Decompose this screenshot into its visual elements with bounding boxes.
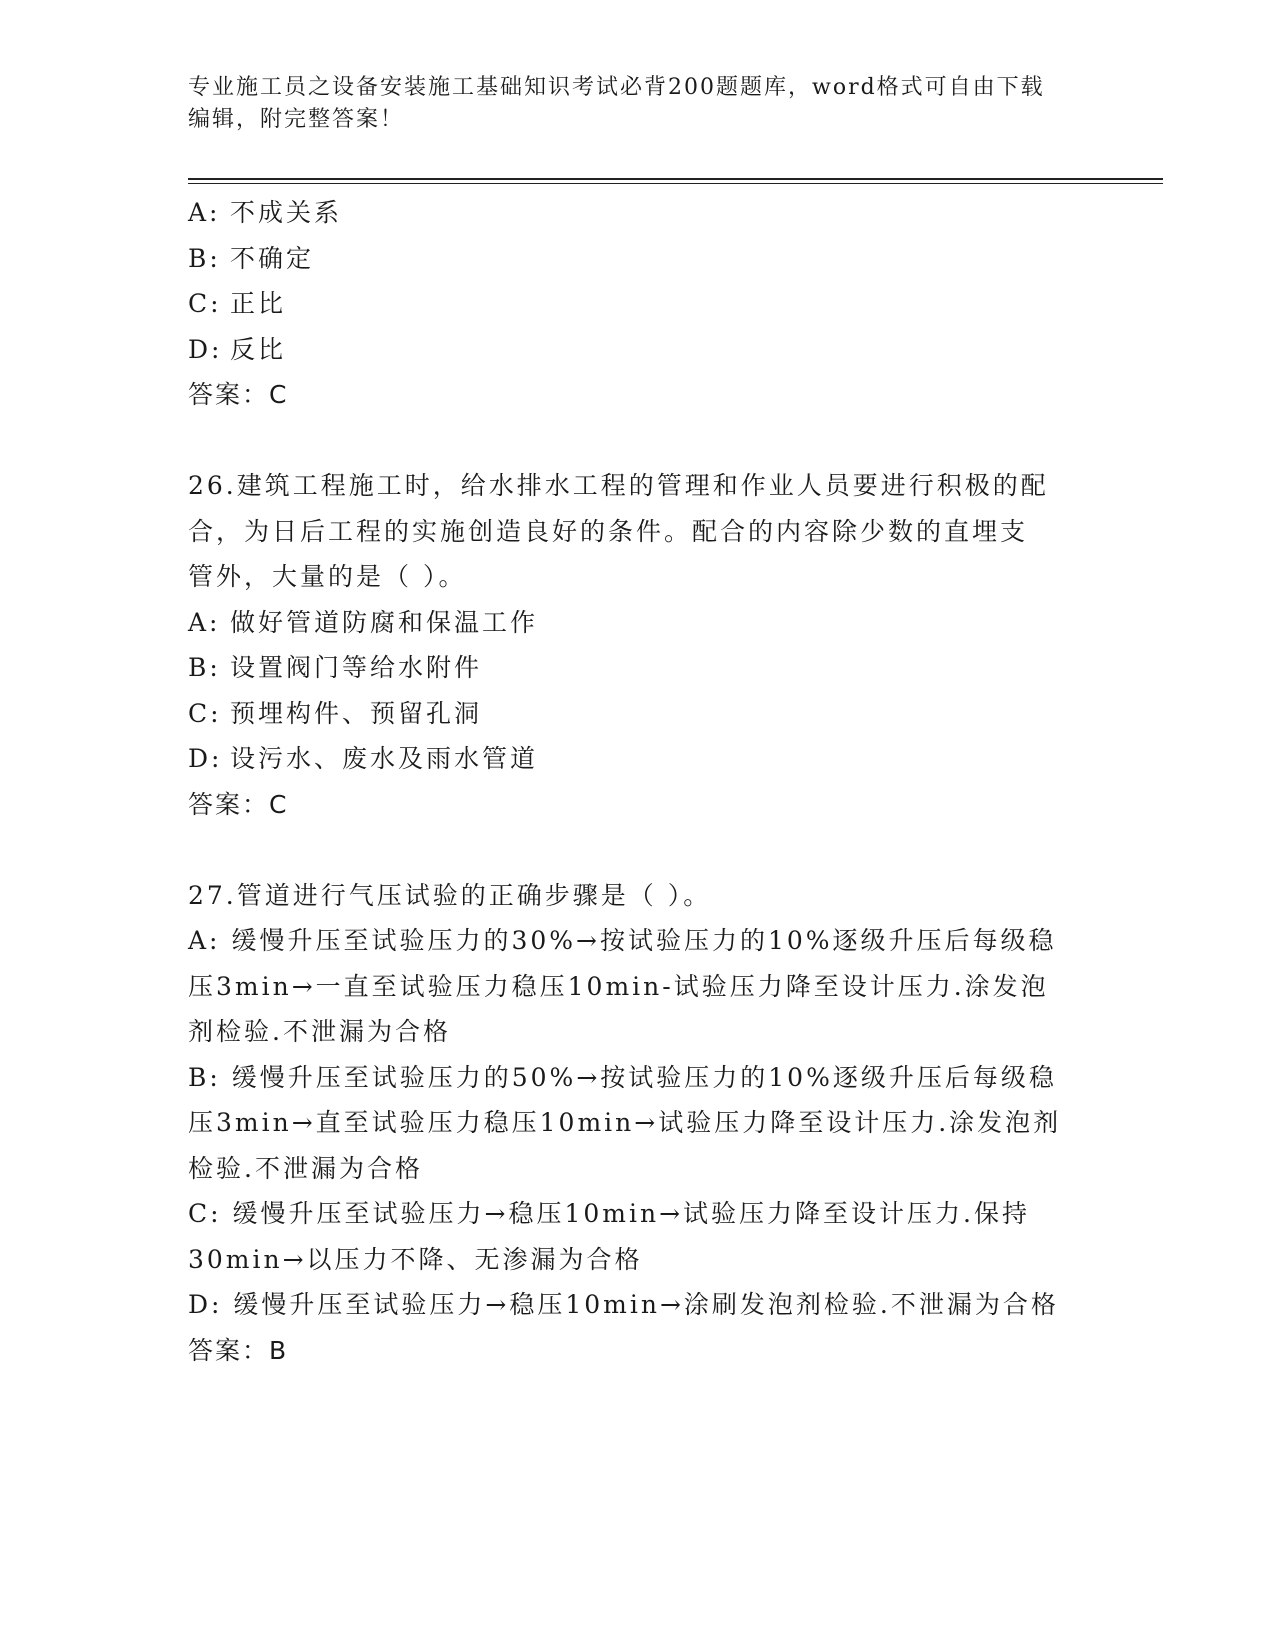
option-letter: A: bbox=[188, 198, 221, 227]
q26-option-c bbox=[188, 691, 1088, 737]
header-line-1: 专业施工员之设备安装施工基础知识考试必背200题题库，word格式可自由下载 bbox=[188, 75, 1045, 100]
option-text: 缓慢升压至试验压力的30%→按试验压力的10%逐级升压后每级稳 bbox=[231, 926, 1057, 955]
q26-answer: 答案：C bbox=[188, 789, 289, 819]
document-body bbox=[188, 190, 1088, 1373]
option-letter: C: bbox=[188, 289, 222, 318]
option-letter: D: bbox=[188, 334, 223, 364]
q27-answer: 答案：B bbox=[188, 1335, 289, 1365]
q27-option-d-line-1 bbox=[188, 1282, 1088, 1328]
spacer bbox=[188, 418, 1088, 464]
q27-option-a-line-1 bbox=[188, 918, 1088, 964]
option-text: 缓慢升压至试验压力→稳压10min→试验压力降至设计压力.保持 bbox=[232, 1199, 1030, 1228]
option-letter: A: bbox=[188, 926, 221, 955]
option-text: 设污水、废水及雨水管道 bbox=[230, 744, 539, 773]
option-text: 不确定 bbox=[230, 243, 315, 273]
q27-option-a-line-2: 压3min→一直至试验压力稳压10min-试验压力降至设计压力.涂发泡 bbox=[188, 971, 1049, 1001]
question-25-block bbox=[188, 190, 1088, 418]
q26-stem-line-1: 26.建筑工程施工时，给水排水工程的管理和作业人员要进行积极的配 bbox=[188, 471, 1049, 500]
q27-option-b-line-3: 检验.不泄漏为合格 bbox=[188, 1153, 423, 1183]
q27-stem-line-1: 27.管道进行气压试验的正确步骤是（ ）。 bbox=[188, 880, 712, 910]
option-text: 做好管道防腐和保温工作 bbox=[230, 607, 539, 637]
document-header bbox=[188, 72, 1088, 136]
q25-option-d bbox=[188, 327, 1088, 373]
option-letter: B: bbox=[188, 1062, 221, 1092]
option-text: 预埋构件、预留孔洞 bbox=[230, 698, 483, 728]
q27-option-c-line-1 bbox=[188, 1191, 1088, 1237]
q27-option-b-line-1 bbox=[188, 1055, 1088, 1101]
header-rule-thick bbox=[188, 178, 1163, 180]
option-letter: C: bbox=[188, 698, 222, 728]
question-27-block bbox=[188, 873, 1088, 1374]
option-text: 不成关系 bbox=[230, 198, 343, 227]
q26-stem-line-3: 管外，大量的是（ ）。 bbox=[188, 562, 467, 591]
q27-option-b-line-2: 压3min→直至试验压力稳压10min→试验压力降至设计压力.涂发泡剂 bbox=[188, 1108, 1062, 1137]
option-text: 设置阀门等给水附件 bbox=[230, 653, 483, 682]
option-letter: B: bbox=[188, 243, 221, 273]
option-letter: D: bbox=[188, 1290, 223, 1319]
option-letter: A: bbox=[188, 607, 221, 637]
option-text: 反比 bbox=[230, 334, 287, 364]
q25-option-a bbox=[188, 190, 1088, 236]
option-letter: C: bbox=[188, 1199, 222, 1228]
q27-option-a-line-3: 剂检验.不泄漏为合格 bbox=[188, 1017, 451, 1046]
header-rule-thin bbox=[188, 183, 1163, 184]
q26-stem-line-2: 合，为日后工程的实施创造良好的条件。配合的内容除少数的直埋支 bbox=[188, 516, 1029, 546]
option-text: 缓慢升压至试验压力→稳压10min→涂刷发泡剂检验.不泄漏为合格 bbox=[233, 1290, 1059, 1319]
question-26-block bbox=[188, 463, 1088, 827]
option-text: 正比 bbox=[230, 289, 287, 318]
q25-option-c bbox=[188, 281, 1088, 327]
q25-option-b bbox=[188, 236, 1088, 282]
q27-option-c-line-2: 30min→以压力不降、无渗漏为合格 bbox=[188, 1244, 643, 1274]
spacer bbox=[188, 827, 1088, 873]
q25-answer: 答案：C bbox=[188, 380, 289, 409]
option-letter: D: bbox=[188, 744, 223, 773]
header-line-2: 编辑，附完整答案！ bbox=[188, 107, 405, 132]
q26-option-d bbox=[188, 736, 1088, 782]
option-letter: B: bbox=[188, 653, 221, 682]
q26-option-b bbox=[188, 645, 1088, 691]
q26-option-a bbox=[188, 600, 1088, 646]
option-text: 缓慢升压至试验压力的50%→按试验压力的10%逐级升压后每级稳 bbox=[231, 1062, 1057, 1092]
